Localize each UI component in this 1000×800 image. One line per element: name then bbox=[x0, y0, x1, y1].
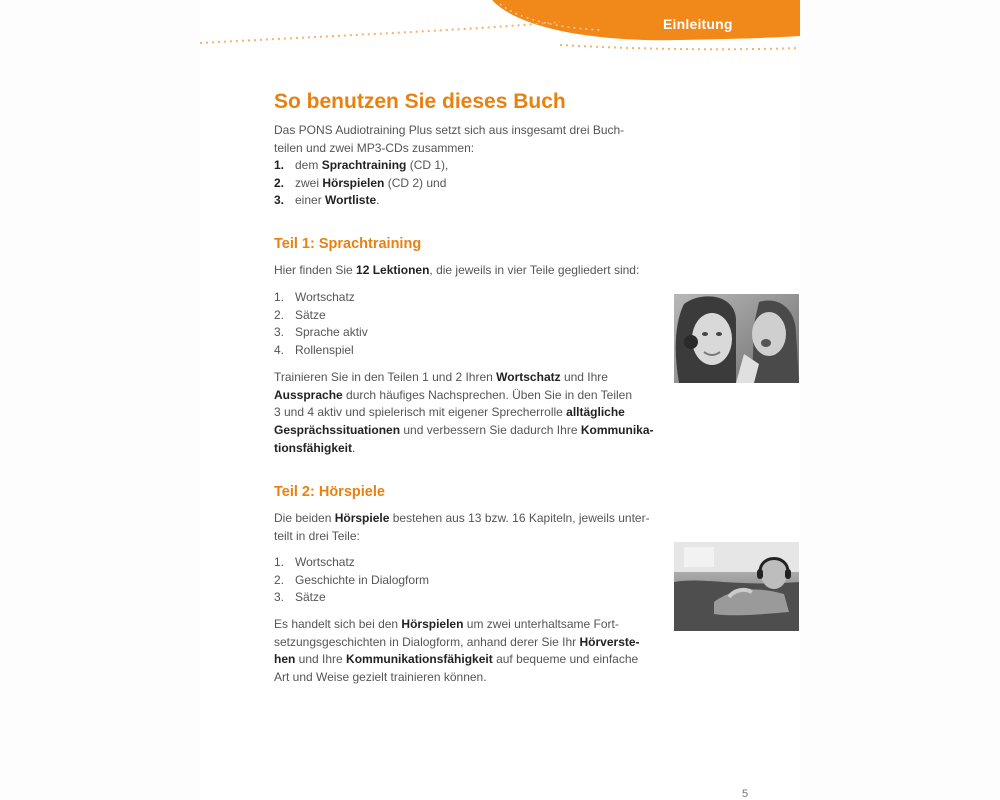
list-item: 2. Sätze bbox=[274, 307, 326, 322]
page-title: So benutzen Sie dieses Buch bbox=[274, 90, 566, 113]
part2-lead: Die beiden Hörspiele bestehen aus 13 bzw. 16 Kapiteln, jeweils unter- teilt in drei Teile: bbox=[274, 511, 650, 543]
header-orange-shape bbox=[492, 0, 800, 40]
list-item: 3. Sprache aktiv bbox=[274, 325, 368, 340]
part1-lead: Hier finden Sie 12 Lektionen, die jeweils in vier Teile gegliedert sind: bbox=[274, 263, 640, 277]
section-heading-part2: Teil 2: Hörspiele bbox=[274, 484, 385, 500]
section-label: Einleitung bbox=[663, 16, 733, 32]
intro-paragraph: Das PONS Audiotraining Plus setzt sich aus insgesamt drei Buch- teilen und zwei MP3-CDs zusammen: bbox=[274, 123, 625, 155]
list-item: 3. Sätze bbox=[274, 590, 326, 605]
part2-paragraph: Es handelt sich bei den Hörspielen um zwei unterhaltsame Fort- setzungsgeschichten in Dialogform, anhand derer Sie Ihr Hörverste- hen und Ihre Kommunikationsfähigkeit auf bequeme und einfache Art und Weise gezielt trainieren können. bbox=[274, 617, 640, 685]
list-item: 2. Geschichte in Dialogform bbox=[274, 572, 430, 587]
list-item: 2. zwei Hörspielen (CD 2) und bbox=[274, 175, 447, 190]
page-right-margin bbox=[800, 0, 1000, 800]
list-item: 1. Wortschatz bbox=[274, 555, 355, 569]
page-number: 5 bbox=[742, 788, 749, 800]
intro-list bbox=[274, 157, 654, 210]
list-item: 3. einer Wortliste. bbox=[274, 193, 380, 208]
photo-girls-headphones-image bbox=[674, 294, 799, 383]
page-left-margin bbox=[0, 0, 200, 800]
part1-list bbox=[274, 289, 654, 360]
list-item: 4. Rollenspiel bbox=[274, 343, 354, 358]
header-dotted-line-right bbox=[560, 45, 800, 49]
photo-man-headphones-image bbox=[674, 542, 799, 631]
list-item: 1. Wortschatz bbox=[274, 290, 355, 304]
photo-girls-headphones bbox=[674, 294, 799, 383]
photo-man-headphones bbox=[674, 542, 799, 631]
part2-list bbox=[274, 554, 654, 607]
section-heading-part1: Teil 1: Sprachtraining bbox=[274, 236, 422, 252]
header-swoosh bbox=[0, 0, 1000, 80]
part1-paragraph: Trainieren Sie in den Teilen 1 und 2 Ihren Wortschatz und Ihre Aussprache durch häufiges Nachsprechen. Üben Sie in den Teilen 3 und 4 aktiv und spielerisch mit eigener Sprecherrolle alltägliche Gesprächssituationen und verbessern Sie dadurch Ihre Kommunika- tionsfähigkeit. bbox=[274, 370, 654, 455]
header-dotted-line-left bbox=[200, 22, 560, 43]
list-item: 1. dem Sprachtraining (CD 1), bbox=[274, 158, 449, 172]
